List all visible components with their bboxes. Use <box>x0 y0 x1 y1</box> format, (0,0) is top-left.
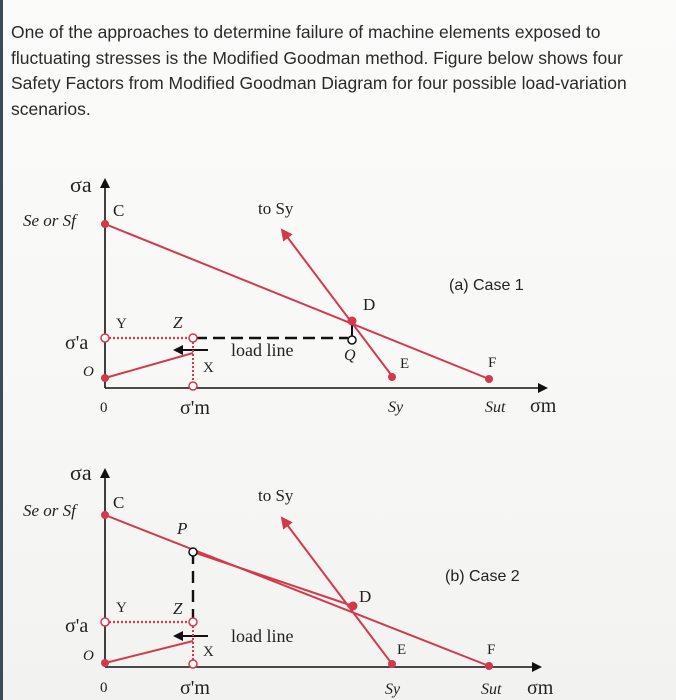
point-c <box>101 511 109 519</box>
point-sigma-a <box>101 334 109 342</box>
point-c-label: C <box>113 201 125 220</box>
axis-x-label: σm <box>530 395 557 417</box>
point-z <box>189 334 197 342</box>
load-line <box>105 353 193 378</box>
point-d <box>348 317 357 326</box>
sigma-a-prime-label: σ'a <box>65 332 89 354</box>
point-z-label: Z <box>173 599 183 618</box>
diagram-case-1 <box>23 172 557 419</box>
point-e <box>388 373 396 381</box>
point-f-label: F <box>487 642 496 658</box>
load-line-label: load line <box>231 340 294 360</box>
point-z-label: Z <box>173 313 183 332</box>
to-sy-label: to Sy <box>258 486 294 505</box>
point-d <box>349 602 358 611</box>
sut-label: Sut <box>481 681 502 698</box>
point-f-label: F <box>488 355 497 371</box>
point-y-label: Y <box>116 316 127 332</box>
diagram-case-2 <box>23 460 554 699</box>
origin-point-label: O <box>83 364 94 380</box>
case-label: (a) Case 1 <box>449 277 524 294</box>
point-p <box>189 548 197 556</box>
sy-label: Sy <box>388 399 404 416</box>
point-c-label: C <box>113 493 125 512</box>
origin-label: 0 <box>100 680 108 696</box>
point-c <box>101 220 109 228</box>
origin-label: 0 <box>100 400 108 416</box>
case-label: (b) Case 2 <box>445 568 520 585</box>
sigma-m-prime-label: σ'm <box>180 677 210 699</box>
to-sy-label: to Sy <box>258 199 294 218</box>
point-sigma-a <box>101 618 109 626</box>
load-line <box>105 641 193 663</box>
point-x <box>189 660 197 668</box>
axis-y-label: σa <box>70 460 92 485</box>
sy-label: Sy <box>385 681 401 698</box>
point-e-label: E <box>400 356 410 372</box>
endurance-label: Se or Sf <box>23 501 76 520</box>
point-x <box>189 382 197 390</box>
point-q <box>348 336 356 344</box>
origin-point-label: O <box>83 648 94 664</box>
point-x-label: X <box>203 644 214 660</box>
point-d-label: D <box>363 295 376 314</box>
point-y-label: Y <box>116 600 127 616</box>
sigma-m-prime-label: σ'm <box>180 397 210 419</box>
endurance-label: Se or Sf <box>23 211 76 230</box>
point-z <box>189 618 197 626</box>
point-e-label: E <box>397 642 407 658</box>
point-origin <box>101 374 109 382</box>
goodman-figure <box>3 0 676 700</box>
load-line-label: load line <box>231 626 294 646</box>
sigma-a-prime-label: σ'a <box>65 615 89 637</box>
axis-x-label: σm <box>527 677 554 699</box>
point-d-label: D <box>359 587 372 606</box>
question-text: One of the approaches to determine failure of machine elements exposed to fluctuating stresses is the Modified Goodman method. Figure below shows four Safety Factors from Modified Goodman Diagram for four possible load-variation scenarios. <box>11 22 627 119</box>
goodman-line <box>105 224 489 379</box>
axis-y-label: σa <box>70 172 92 197</box>
point-f <box>485 662 493 670</box>
sut-label: Sut <box>485 399 506 416</box>
point-origin <box>101 659 109 667</box>
point-f <box>485 375 493 383</box>
point-x-label: X <box>203 360 214 376</box>
point-q-label: Q <box>344 347 356 364</box>
point-e <box>388 660 396 668</box>
point-p-label: P <box>177 519 188 538</box>
